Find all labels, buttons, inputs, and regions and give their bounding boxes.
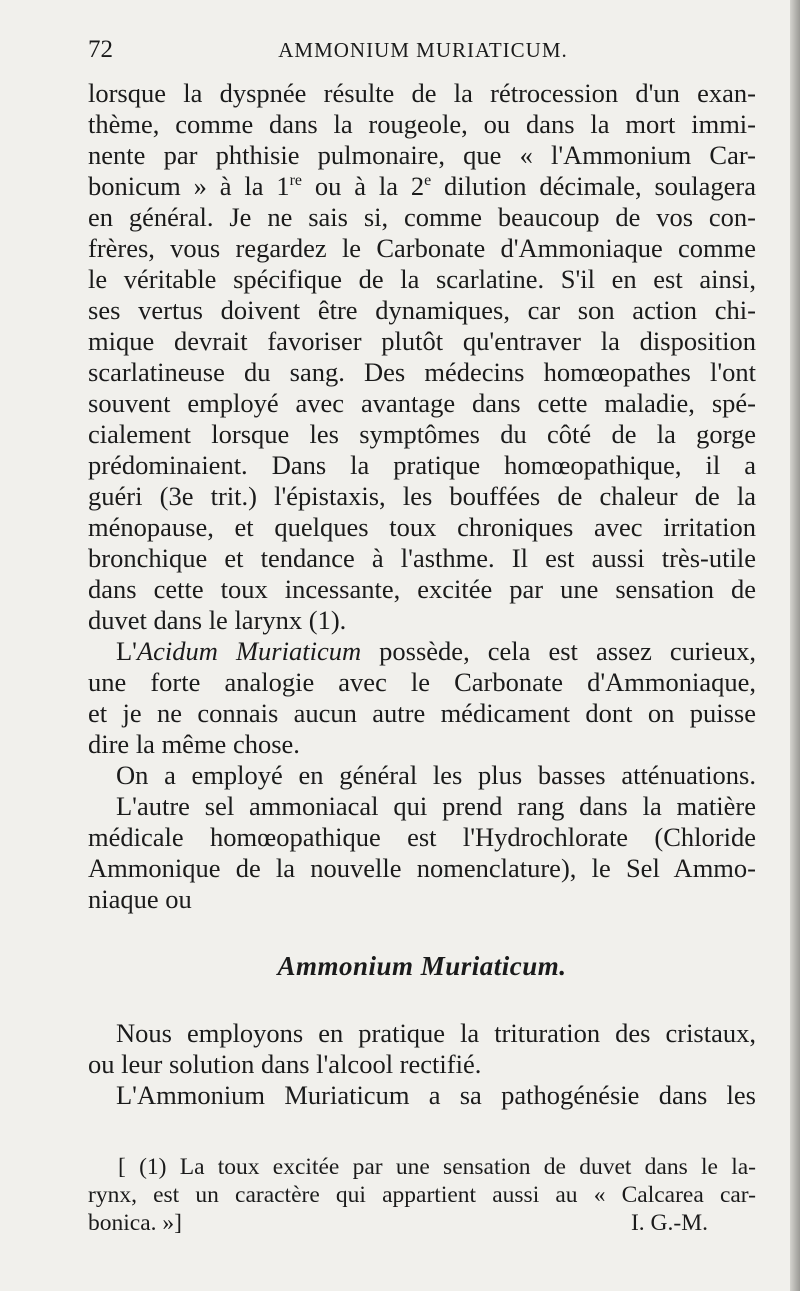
text-line-italic: L'Acidum Muriaticum possède, cela est assez curieux,	[116, 636, 757, 666]
text-line: le véritable spécifique de la scarlatine. S'il en est ainsi,	[88, 264, 756, 294]
text-line: ménopause, et quelques toux chroniques avec irritation	[88, 512, 756, 542]
text-line: médicale homœopathique est l'Hydrochlorate (Chloride	[88, 822, 756, 852]
text-line: lorsque la dyspnée résulte de la rétrocession d'un exan-	[88, 78, 756, 108]
text-line: ou leur solution dans l'alcool rectifié.	[88, 1049, 482, 1079]
text-line: Ammonique de la nouvelle nomenclature), le Sel Ammo-	[88, 853, 756, 883]
text-line: en général. Je ne sais si, comme beaucoup de vos con-	[88, 202, 756, 232]
page-header	[88, 36, 758, 70]
text-line: niaque ou	[88, 884, 192, 914]
text-line: nente par phthisie pulmonaire, que « l'Ammonium Car-	[88, 140, 756, 170]
footnote-line: [ (1) La toux excitée par une sensation de duvet dans le la-	[118, 1154, 756, 1180]
footnote-signature: I. G.-M.	[630, 1210, 708, 1236]
text-line: L'Ammonium Muriaticum a sa pathogénésie dans les	[116, 1080, 756, 1110]
section-heading: Ammonium Muriaticum.	[277, 951, 567, 981]
italic-term: Acidum Muriaticum	[136, 636, 362, 666]
text-line-footnote-ref: duvet dans le larynx (1).	[88, 605, 347, 635]
text-line: ses vertus doivent être dynamiques, car son action chi-	[88, 295, 756, 325]
text-line: prédominaient. Dans la pratique homœopathique, il a	[88, 450, 756, 480]
footnote-line: rynx, est un caractère qui appartient aussi au « Calcarea car-	[88, 1182, 756, 1208]
body-text	[88, 78, 756, 1111]
text-line: mique devrait favoriser plutôt qu'entraver la disposition	[88, 326, 756, 356]
text-line: souvent employé avec avantage dans cette maladie, spé-	[88, 388, 756, 418]
text-line: guéri (3e trit.) l'épistaxis, les bouffées de chaleur de la	[88, 481, 756, 511]
text-line: On a employé en général les plus basses atténuations.	[116, 760, 756, 790]
running-title: AMMONIUM MURIATICUM.	[278, 38, 568, 62]
text-line: bronchique et tendance à l'asthme. Il est aussi très-utile	[88, 543, 756, 573]
text-line: et je ne connais aucun autre médicament dont on puisse	[88, 698, 756, 728]
text-line-superscripts: bonicum » à la 1re ou à la 2e dilution décimale, soulagera	[88, 171, 757, 201]
page-number: 72	[88, 36, 113, 63]
text-line: dire la même chose.	[88, 729, 300, 759]
text-line: frères, vous regardez le Carbonate d'Ammoniaque comme	[88, 233, 756, 263]
text-line: cialement lorsque les symptômes du côté de la gorge	[88, 419, 756, 449]
text-line: Nous employons en pratique la trituration des cristaux,	[116, 1018, 756, 1048]
footnote	[88, 1153, 756, 1237]
footnote-line: bonica. »]	[88, 1210, 182, 1236]
footnote-last-line	[88, 1209, 756, 1237]
text-line: L'autre sel ammoniacal qui prend rang dans la matière	[116, 791, 756, 821]
text-line: thème, comme dans la rougeole, ou dans la mort immi-	[88, 109, 756, 139]
text-line: scarlatineuse du sang. Des médecins homœopathes l'ont	[88, 357, 756, 387]
text-line: dans cette toux incessante, excitée par une sensation de	[88, 574, 756, 604]
text-line: une forte analogie avec le Carbonate d'Ammoniaque,	[88, 667, 756, 697]
page-edge-shadow	[790, 0, 800, 1291]
